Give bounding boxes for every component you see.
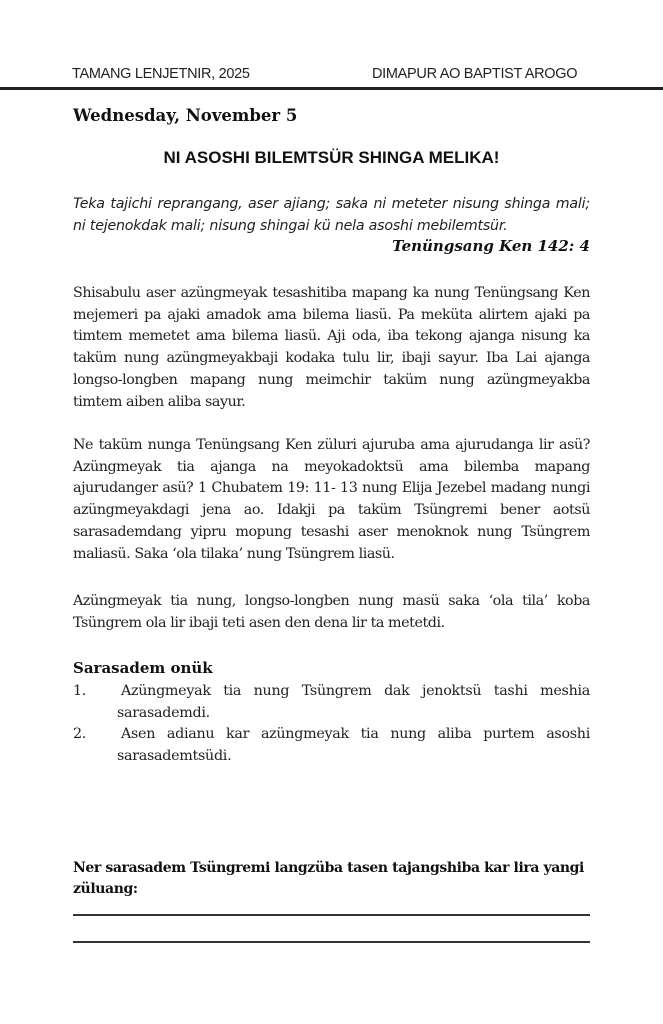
prayer-item-number: 1. [73, 683, 87, 699]
body-paragraph-3: Azüngmeyak tia nung, longso-longben nung masü saka ‘ola tila’ koba Tsüngrem ola lir ibaji teti asen den dena lir ta metetdi. [73, 593, 590, 631]
prayer-item [73, 724, 590, 767]
prayer-heading: Sarasadem onük [73, 659, 213, 677]
scripture-verse: Teka tajichi reprangang, aser ajiang; saka ni meteter nisung shinga mali; ni tejenokdak mali; nisung shingai kü nela asoshi mebilemtsür. [73, 196, 590, 234]
prayer-item-text: Azüngmeyak tia nung Tsüngrem dak jenoktsü tashi meshia sarasademdi. [117, 683, 590, 721]
reflection-prompt: Ner sarasadem Tsüngremi langzüba tasen tajangshiba kar lira yangi züluang: [73, 860, 584, 897]
prayer-item [73, 681, 590, 724]
scripture-reference: Tenüngsang Ken 142: 4 [392, 237, 590, 255]
writing-line-1[interactable] [73, 914, 590, 916]
devotion-date: Wednesday, November 5 [73, 106, 298, 125]
body-paragraph-1: Shisabulu aser azüngmeyak tesashitiba mapang ka nung Tenüngsang Ken mejemeri pa ajaki amadok ama bilema liasü. Pa meküta alirtem ajaki pa timtem memetet ama bilema liasü. Aji oda, iba tekong ajanga nisung ka taküm nung azüngmeyakbaji kodaka tulu lir, ibaji sayur. Iba Lai ajanga longso-longben mapang nung meimchir taküm nung azüngmeyakba timtem aiben aliba sayur. [73, 285, 590, 410]
devotion-title: NI ASOSHI BILEMTSÜR SHINGA MELIKA! [163, 148, 500, 167]
running-header-right: DIMAPUR AO BAPTIST AROGO [372, 66, 578, 82]
prayer-item-text: Asen adianu kar azüngmeyak tia nung aliba purtem asoshi sarasademtsüdi. [117, 726, 590, 764]
header-rule [0, 87, 663, 90]
writing-line-2[interactable] [73, 941, 590, 943]
body-paragraph-2: Ne taküm nunga Tenüngsang Ken züluri ajuruba ama ajurudanga lir asü? Azüngmeyak tia ajanga na meyokadoktsü ama bilemba mapang ajurudanger asü? 1 Chubatem 19: 11- 13 nung Elija Jezebel madang nungi azüngmeyakdagi jena ao. Idakji pa taküm Tsüngremi bener aotsü sarasademdang yipru mopung tesashi aser menoknok nung Tsüngrem maliasü. Saka ‘ola tilaka’ nung Tsüngrem liasü. [73, 437, 590, 562]
running-header-left: TAMANG LENJETNIR, 2025 [72, 66, 250, 82]
prayer-list [73, 681, 590, 767]
prayer-item-number: 2. [73, 726, 87, 742]
